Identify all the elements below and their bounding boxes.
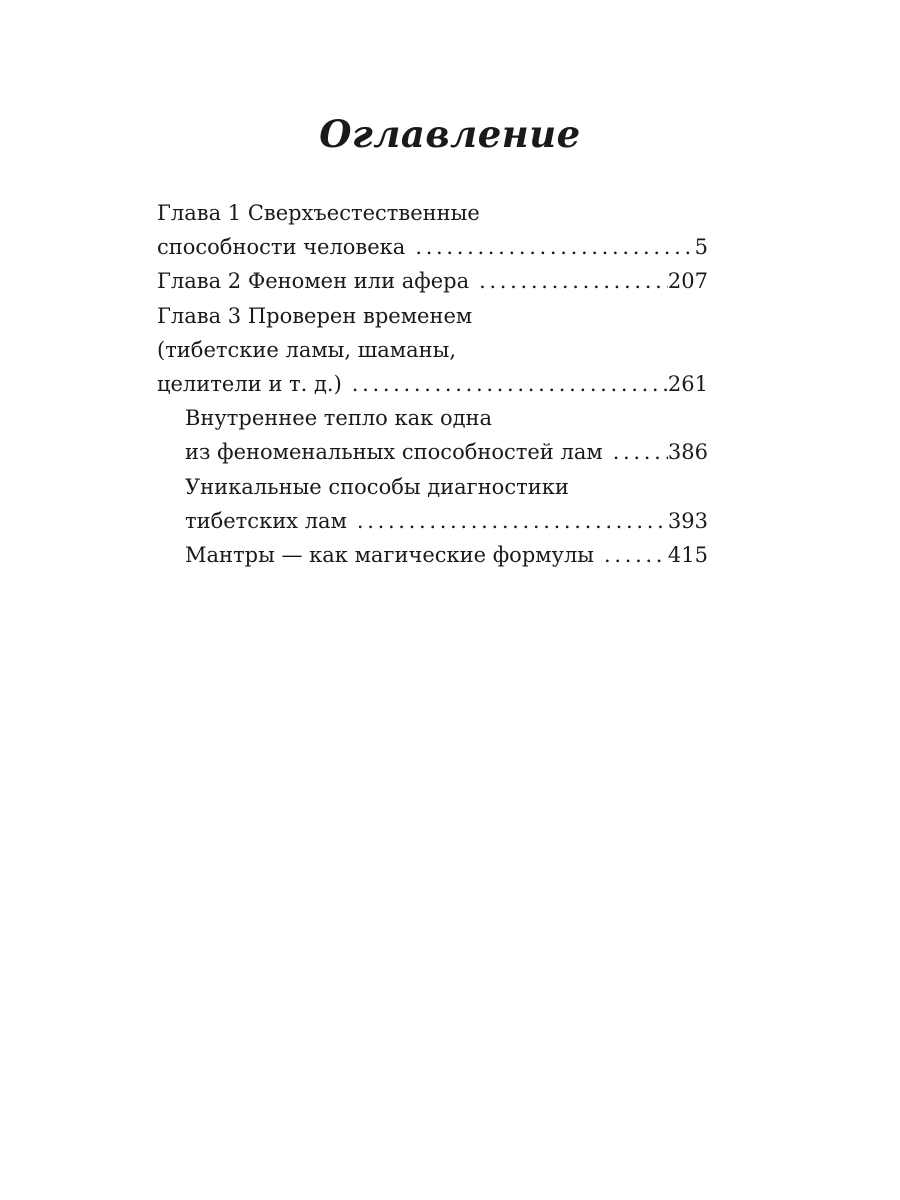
toc-line [185,504,708,538]
toc-page-number: 261 [667,372,708,397]
dot-leader [594,538,668,572]
toc-subentry-diagnostics[interactable] [157,470,708,538]
toc-line [157,196,708,230]
toc-line [185,470,708,504]
toc-entry-text: (тибетские ламы, шаманы, [157,337,457,362]
toc-line [157,299,708,333]
toc-entry-text: Глава 1 Сверхъестественные [157,201,480,225]
dot-leader [342,367,668,401]
toc-entry-text: целители и т. д.) [157,372,342,397]
toc-entry-chapter-3[interactable] [157,299,708,402]
table-of-contents [157,196,708,572]
toc-page-number: 207 [667,269,708,294]
toc-subentry-mantras[interactable] [157,538,708,572]
toc-line [157,333,708,367]
page-title: Оглавление [319,112,581,156]
toc-entry-text: Мантры — как магические формулы [185,543,595,568]
toc-entry-chapter-1[interactable] [157,196,708,264]
toc-line [185,401,708,435]
toc-entry-text: Глава 2 Феномен или афера [157,269,470,294]
toc-entry-text: Внутреннее тепло как одна [185,406,493,431]
toc-entry-text: Глава 3 Проверен временем [157,303,473,328]
toc-entry-text: Уникальные способы диагностики [185,474,569,499]
toc-page-number: 386 [667,440,708,465]
dot-leader [347,504,668,538]
dot-leader [469,264,668,298]
toc-entry-text: тибетских лам [185,508,347,533]
toc-line [185,435,708,469]
toc-line [157,230,708,264]
toc-entry-chapter-2[interactable] [157,264,708,298]
dot-leader [405,230,694,264]
toc-page-number: 5 [694,235,708,260]
toc-line [157,264,708,298]
toc-entry-text: из феноменальных способностей лам [185,440,603,465]
toc-line [157,367,708,401]
toc-entry-text: способности человека [157,235,406,260]
dot-leader [603,435,668,469]
toc-line [185,538,708,572]
toc-page-number: 393 [667,508,708,533]
toc-page-number: 415 [667,543,708,568]
toc-subentry-inner-heat[interactable] [157,401,708,469]
